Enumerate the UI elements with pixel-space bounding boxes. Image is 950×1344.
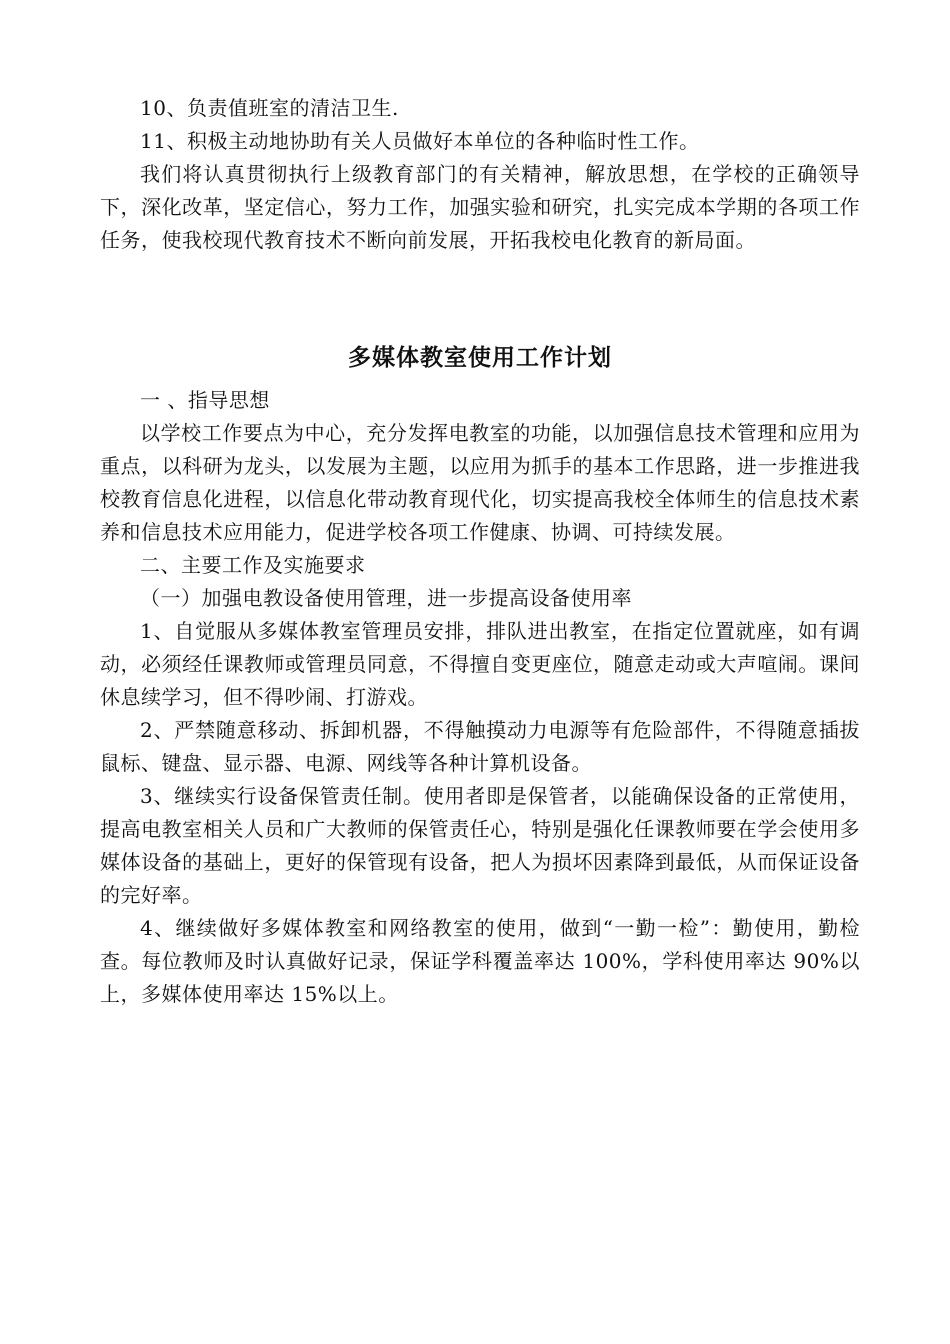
- section-spacer: [100, 257, 860, 338]
- point-2: 2、严禁随意移动、拆卸机器，不得触摸动力电源等有危险部件，不得随意插拔鼠标、键盘、显示器、电源、网线等各种计算机设备。: [100, 718, 860, 775]
- list-item-10: 10、负责值班室的清洁卫生.: [140, 96, 399, 120]
- list-item-11: 11、积极主动地协助有关人员做好本单位的各种临时性工作。: [140, 129, 700, 153]
- point-4: 4、继续做好多媒体教室和网络教室的使用，做到“一勤一检”：勤使用，勤检查。每位教师及时认真做好记录，保证学科覆盖率达 100%，学科使用率达 90%以上，多媒体使用率达 15%以上。: [100, 916, 860, 1006]
- guiding-ideas-paragraph: 以学校工作要点为中心，充分发挥电教室的功能，以加强信息技术管理和应用为重点，以科研为龙头，以发展为主题，以应用为抓手的基本工作思路，进一步推进我校教育信息化进程，以信息化带动教育现代化，切实提高我校全体师生的信息技术素养和信息技术应用能力，促进学校各项工作健康、协调、可持续发展。: [100, 421, 860, 544]
- point-3: 3、继续实行设备保管责任制。使用者即是保管者，以能确保设备的正常使用，提高电教室相关人员和广大教师的保管责任心，特别是强化任课教师要在学会使用多媒体设备的基础上，更好的保管现有设备，把人为损坏因素降到最低，从而保证设备的完好率。: [100, 784, 860, 907]
- document-page: [100, 92, 860, 1011]
- closing-paragraph: 我们将认真贯彻执行上级教育部门的有关精神，解放思想，在学校的正确领导下，深化改革，坚定信心，努力工作，加强实验和研究，扎实完成本学期的各项工作任务，使我校现代教育技术不断向前发展，开拓我校电化教育的新局面。: [100, 162, 860, 252]
- point-1: 1、自觉服从多媒体教室管理员安排，排队进出教室，在指定位置就座，如有调动，必须经任课教师或管理员同意，不得擅自变更座位，随意走动或大声喧闹。课间休息续学习，但不得吵闹、打游戏。: [100, 619, 860, 709]
- section-heading-guiding-ideas: 一 、指导思想: [140, 388, 270, 412]
- section-heading-main-work: 二、主要工作及实施要求: [140, 553, 366, 577]
- plan-title: 多媒体教室使用工作计划: [348, 345, 612, 371]
- subsection-heading-equipment: （一）加强电教设备使用管理，进一步提高设备使用率: [140, 586, 632, 610]
